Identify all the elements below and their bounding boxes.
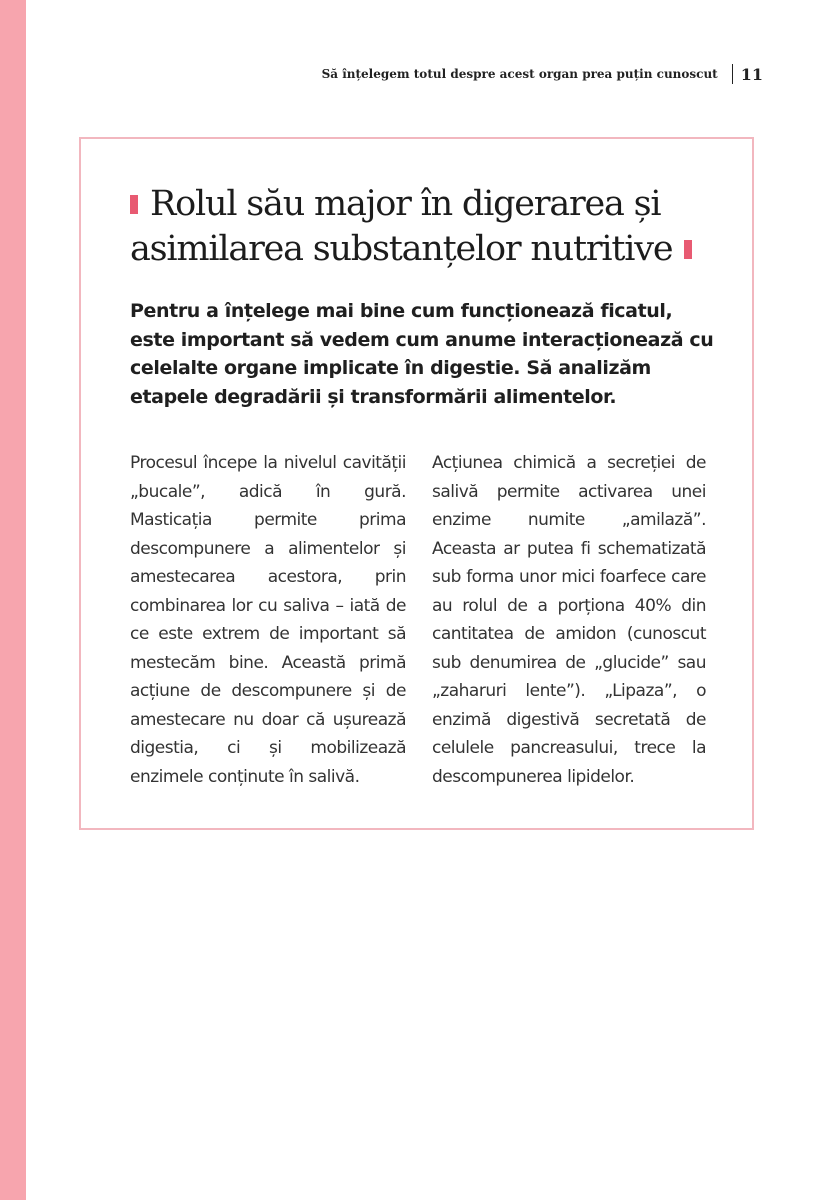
running-header bbox=[322, 64, 763, 84]
running-header-text: Să înțelegem totul despre acest organ prea puțin cunoscut bbox=[321, 67, 718, 81]
page-number: 11 bbox=[740, 64, 763, 84]
header-divider bbox=[732, 64, 733, 84]
body-column-right: Acțiunea chimică a secreției de salivă permite activarea unei enzime numite „amilază”. Aceasta ar putea fi schematizată sub forma unor mici foarfece care au rolul de a porționa 40% din cantitatea de amidon (cunoscut sub denumirea de „glucide” sau „zaharuri lente”). „Lipaza”, o enzimă digestivă secretată de celulele pancreasului, trece la descompunerea lipidelor. bbox=[432, 453, 706, 787]
title-marker-start bbox=[130, 195, 138, 214]
intro-paragraph: Pentru a înțelege mai bine cum funcționează ficatul, este important să vedem cum anume interacționează cu celelalte organe implicate în digestie. Să analizăm etapele degradării și transformării alimentelor. bbox=[130, 300, 714, 408]
title-marker-end bbox=[684, 240, 692, 259]
section-title bbox=[130, 182, 730, 272]
section-title-text: Rolul său major în digerarea și asimilarea substanțelor nutritive bbox=[130, 184, 673, 269]
body-column-left: Procesul începe la nivelul cavității „bucale”, adică în gură. Masticația permite prima descompunere a alimentelor și amestecarea acestora, prin combinarea lor cu saliva – iată de ce este extrem de important să mestecăm bine. Această primă acțiune de descompunere și de amestecare nu doar că ușurează digestia, ci și mobilizează enzimele conținute în salivă. bbox=[130, 453, 406, 787]
side-color-band bbox=[0, 0, 26, 1200]
